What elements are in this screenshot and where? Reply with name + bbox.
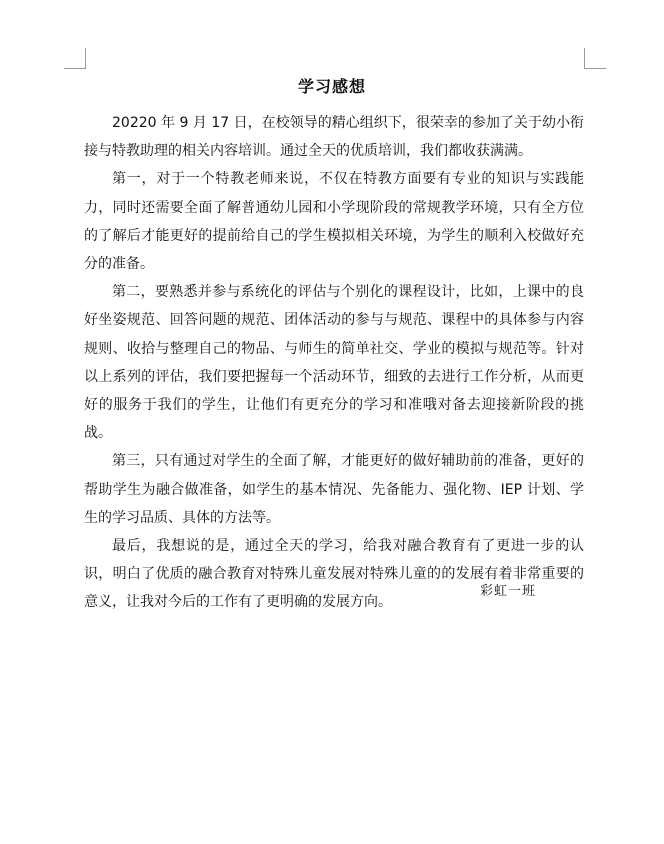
signature: 彩虹一班 — [480, 584, 537, 599]
paragraph-third: 第三，只有通过对学生的全面了解，才能更好的做好辅助前的准备，更好的帮助学生为融合做准备，如学生的基本情况、先备能力、强化物、IEP 计划、学生的学习品质、具体的方法等。 — [84, 453, 584, 526]
crop-mark-top-right-horizontal — [584, 68, 606, 69]
document-body — [84, 109, 584, 617]
document-title: 学习感想 — [297, 77, 366, 96]
paragraph-second: 第二，要熟悉并参与系统化的评估与个别化的课程设计，比如，上课中的良好坐姿规范、回答问题的规范、团体活动的参与与规范、课程中的具体参与内容规则、收拾与整理自己的物品、与师生的简单社交、学业的模拟与规范等。针对以上系列的评估，我们要把握每一个活动环节，细致的去进行工作分析，从而更好的服务于我们的学生，让他们有更充分的学习和准哦对备去迎接新阶段的挑战。 — [84, 284, 584, 442]
paragraph-intro: 20220 年 9 月 17 日，在校领导的精心组织下，很荣幸的参加了关于幼小衔接与特教助理的相关内容培训。通过全天的优质培训，我们都收获满满。 — [84, 115, 584, 160]
crop-mark-top-left-vertical — [85, 48, 86, 69]
paragraph-first: 第一，对于一个特教老师来说，不仅在特教方面要有专业的知识与实践能力，同时还需要全面了解普通幼儿园和小学现阶段的常规教学环境，只有全方位的了解后才能更好的提前给自己的学生模拟相关环境，为学生的顺利入校做好充分的准备。 — [84, 171, 584, 273]
crop-mark-top-right-vertical — [584, 48, 585, 69]
paragraph-conclusion: 最后，我想说的是，通过全天的学习，给我对融合教育有了更进一步的认识，明白了优质的融合教育对特殊儿童发展对特殊儿童的的发展有着非常重要的意义，让我对今后的工作有了更明确的发展方向。 — [84, 538, 584, 611]
crop-mark-top-left-horizontal — [64, 68, 86, 69]
